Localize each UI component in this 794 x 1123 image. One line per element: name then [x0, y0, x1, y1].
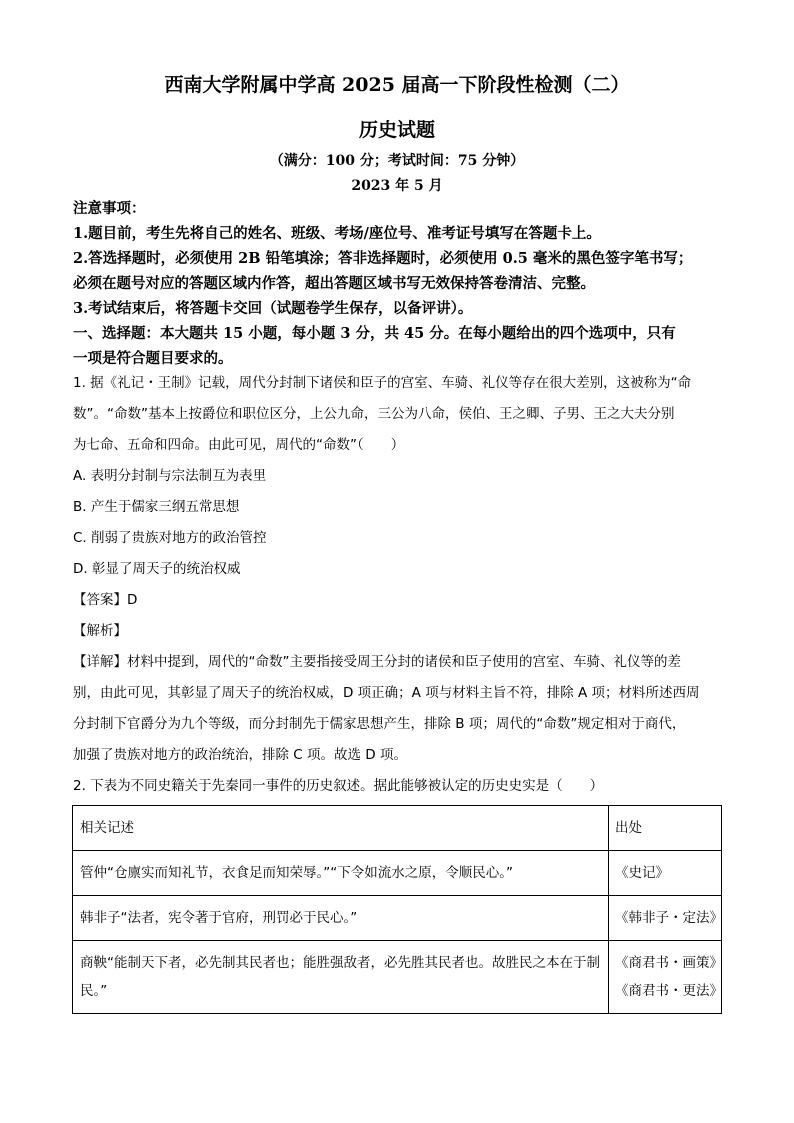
table-cell: 《史记》	[609, 851, 722, 896]
table-header-cell: 相关记述	[73, 806, 609, 851]
q1-option-b: B. 产生于儒家三纲五常思想	[73, 499, 240, 515]
q1-stem: 数”。“命数”基本上按爵位和职位区分，上公九命，三公为八命，侯伯、王之卿、子男、王之大夫分别	[73, 406, 675, 422]
table-cell: 韩非子“法者，宪令著于官府，刑罚必于民心。”	[73, 896, 609, 941]
notes-item: 必须在题号对应的答题区域内作答，超出答题区域书写无效保持答卷清洁、完整。	[73, 275, 595, 292]
table-row	[73, 851, 722, 896]
section-heading-line2: 一项是符合题目要求的。	[73, 350, 233, 367]
q2-source-table	[72, 805, 722, 1014]
exam-info: （满分：100 分；考试时间：75 分钟）	[269, 153, 525, 169]
table-cell-source: 《商君书・更法》	[615, 983, 723, 999]
notes-heading: 注意事项：	[73, 200, 146, 217]
q1-detail: 分封制下官爵分为九个等级，而分封制先于儒家思想产生，排除 B 项；周代的“命数”规定相对于商代，	[73, 716, 686, 732]
q1-option-d: D. 彰显了周天子的统治权威	[73, 561, 241, 577]
table-cell: 管仲“仓廪实而知礼节，衣食足而知荣辱。”“下令如流水之原，令顺民心。”	[73, 851, 609, 896]
q1-answer: 【答案】D	[73, 592, 138, 608]
q1-stem: 1. 据《礼记・王制》记载，周代分封制下诸侯和臣子的宫室、车骑、礼仪等存在很大差别，这被称为“命	[73, 375, 692, 391]
table-cell: 《韩非子・定法》	[609, 896, 722, 941]
subject-title: 历史试题	[358, 119, 435, 141]
table-row	[73, 896, 722, 941]
notes-item: 1.题目前，考生先将自己的姓名、班级、考场/座位号、准考证号填写在答题卡上。	[73, 225, 601, 242]
table-cell-source: 《商君书・画策》	[615, 955, 723, 971]
section-heading-line1: 一、选择题：本大题共 15 小题，每小题 3 分，共 45 分。在每小题给出的四个选项中，只有	[73, 325, 676, 342]
q1-detail: 【详解】材料中提到，周代的“命数”主要指接受周王分封的诸侯和臣子使用的宫室、车骑、礼仪等的差	[73, 654, 681, 670]
table-cell	[609, 941, 722, 1014]
notes-section	[73, 196, 723, 371]
table-header-cell: 出处	[609, 806, 722, 851]
notes-item: 3.考试结束后，将答题卡交回（试题卷学生保存，以备评讲）。	[73, 300, 473, 317]
q1-stem: 为七命、五命和四命。由此可见，周代的“命数”（ ）	[73, 437, 405, 453]
q1-option-a: A. 表明分封制与宗法制互为表里	[73, 468, 267, 484]
table-row	[73, 941, 722, 1014]
q2-stem: 2. 下表为不同史籍关于先秦同一事件的历史叙述。据此能够被认定的历史史实是（ ）	[73, 778, 604, 794]
q1-detail: 别，由此可见，其彰显了周天子的统治权威，D 项正确；A 项与材料主旨不符，排除 A 项；材料所述西周	[73, 685, 700, 701]
q1-analysis-label: 【解析】	[73, 623, 127, 639]
exam-date: 2023 年 5 月	[351, 178, 443, 194]
school-title: 西南大学附属中学高 2025 届高一下阶段性检测（二）	[164, 74, 630, 96]
table-cell: 商鞅“能制天下者，必先制其民者也；能胜强敌者，必先胜其民者也。故胜民之本在于制民。”	[73, 941, 609, 1014]
table-header-row	[73, 806, 722, 851]
question-1	[73, 368, 723, 802]
q1-option-c: C. 削弱了贵族对地方的政治管控	[73, 530, 267, 546]
notes-item: 2.答选择题时，必须使用 2B 铅笔填涂；答非选择题时，必须使用 0.5 毫米的黑色签字笔书写；	[73, 250, 693, 267]
q1-detail: 加强了贵族对地方的政治统治，排除 C 项。故选 D 项。	[73, 747, 407, 763]
